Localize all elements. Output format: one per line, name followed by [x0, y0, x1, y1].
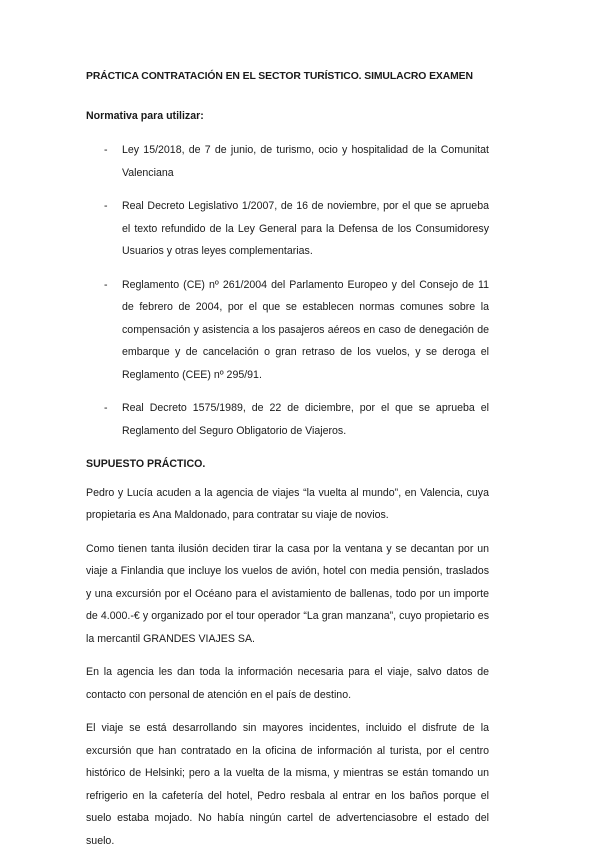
- bullet-dash: -: [104, 144, 108, 156]
- case-paragraph: El viaje se está desarrollando sin mayores incidentes, incluido el disfrute de la excursión que han contratado en la oficina de información al turista, por el centro histórico de Helsinki; pero a la vuelta de la misma, y mientras se están tomando un refrigerio en la cafetería del hotel, Pedro resbala al entrar en los baños porque el suelo estaba mojado. No había ningún cartel de advertenciasobre el estado del suelo.: [86, 722, 489, 847]
- normativa-item: [86, 274, 489, 387]
- bullet-dash: -: [104, 278, 108, 291]
- normativa-item: [86, 139, 489, 184]
- case-paragraph: Pedro y Lucía acuden a la agencia de viajes “la vuelta al mundo”, en Valencia, cuya propietaria es Ana Maldonado, para contratar su viaje de novios.: [86, 486, 489, 521]
- normativa-item-text: Ley 15/2018, de 7 de junio, de turismo, ocio y hospitalidad de la Comunitat Valenciana: [122, 144, 489, 179]
- normativa-heading: Normativa para utilizar:: [86, 109, 204, 122]
- case-paragraph: Como tienen tanta ilusión deciden tirar la casa por la ventana y se decantan por un viaje a Finlandia que incluye los vuelos de avión, hotel con media pensión, traslados y una excursión por el Océano para el avistamiento de ballenas, todo por un importe de 4.000.-€ y organizado por el tour operador “La gran manzana”, cuyo propietario es la mercantil GRANDES VIAJES SA.: [86, 542, 489, 645]
- normativa-list: [86, 139, 489, 442]
- normativa-item: [86, 397, 489, 442]
- case-paragraph: En la agencia les dan toda la información necesaria para el viaje, salvo datos de contacto con personal de atención en el país de destino.: [86, 666, 489, 701]
- normativa-item-text: Real Decreto 1575/1989, de 22 de diciembre, por el que se aprueba el Reglamento del Seguro Obligatorio de Viajeros.: [122, 402, 489, 437]
- document-title: PRÁCTICA CONTRATACIÓN EN EL SECTOR TURÍSTICO. SIMULACRO EXAMEN: [86, 71, 473, 82]
- bullet-dash: -: [104, 200, 108, 212]
- supuesto-heading: SUPUESTO PRÁCTICO.: [86, 458, 206, 470]
- normativa-item: [86, 195, 489, 263]
- normativa-item-text: Reglamento (CE) nº 261/2004 del Parlamento Europeo y del Consejo de 11 de febrero de 2004, por el que se establecen normas comunes sobre la compensación y asistencia a los pasajeros aéreos en caso de denegación de embarque y de cancelación o gran retraso de los vuelos, y se deroga el Reglamento (CEE) nº 295/91.: [122, 278, 489, 381]
- normativa-item-text: Real Decreto Legislativo 1/2007, de 16 de noviembre, por el que se aprueba el texto refundido de la Ley General para la Defensa de los Consumidoresy Usuarios y otras leyes complementarias.: [122, 200, 489, 257]
- bullet-dash: -: [104, 402, 108, 414]
